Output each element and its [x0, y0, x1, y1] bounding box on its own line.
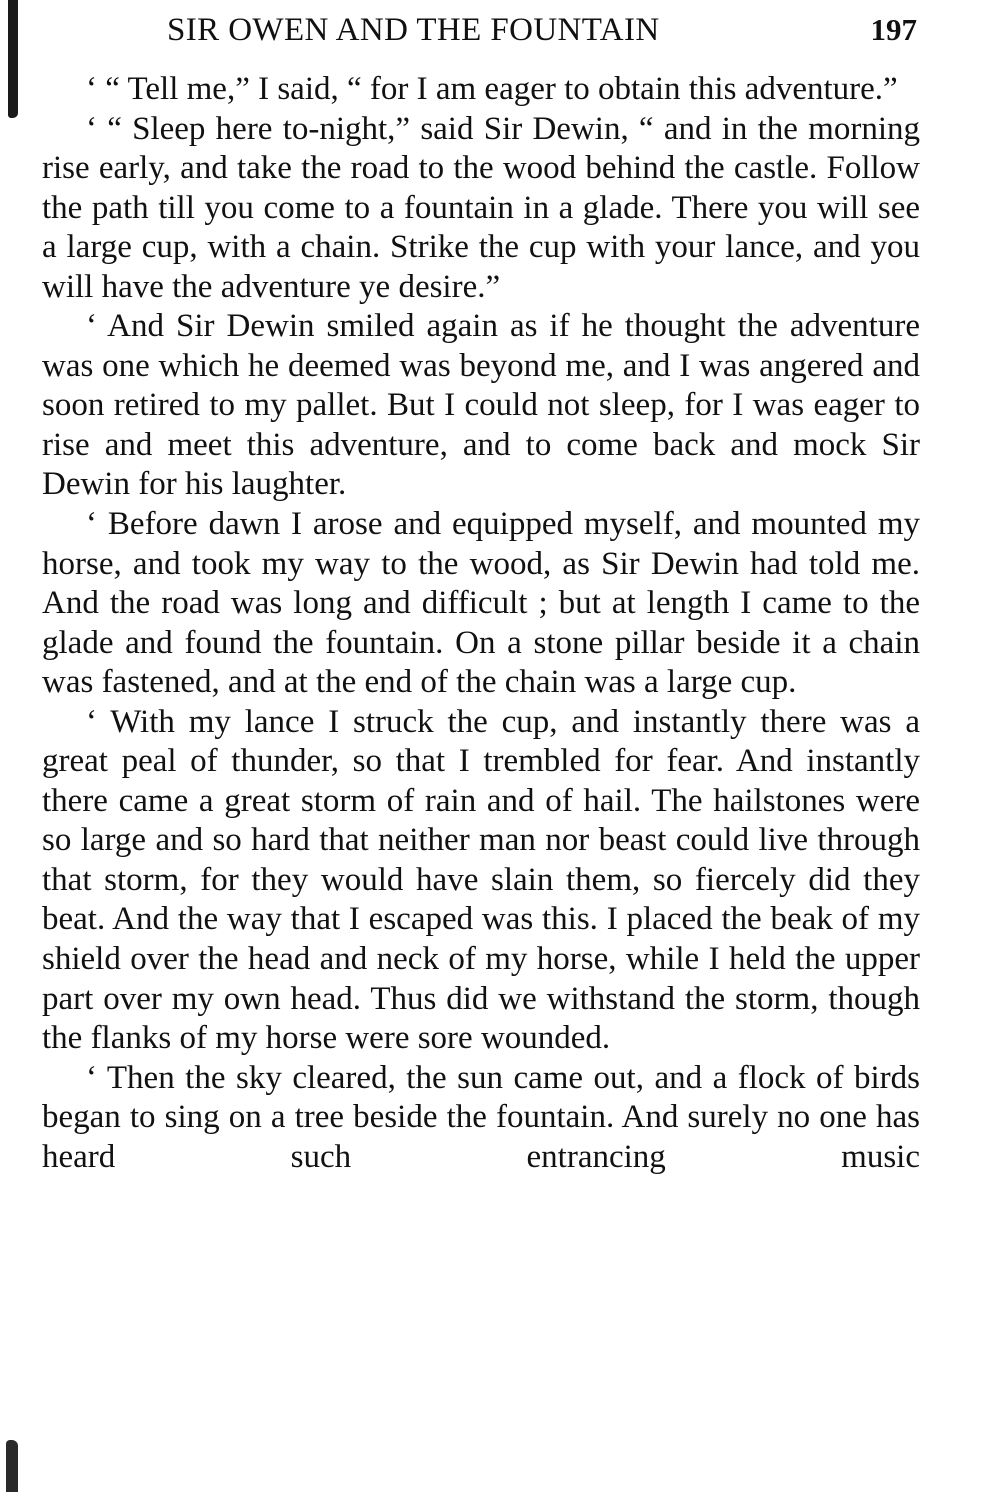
paragraph: ‘ Then the sky cleared, the sun came out, and a flock of birds began to sing on a tree beside the fountain. And surely no one has heard such entrancing music — [42, 1059, 920, 1175]
paragraph: ‘ Before dawn I arose and equipped myself, and mounted my horse, and took my way to the wood, as Sir Dewin had told me. And the road was long and difficult ; but at length I came to the glade and found the fountain. On a stone pillar beside it a chain was fastened, and at the end of the chain was a large cup. — [42, 506, 920, 701]
binding-shadow-bottom — [6, 1440, 18, 1492]
page-number: 197 — [870, 12, 917, 47]
body-text — [42, 70, 920, 1177]
running-head: SIR OWEN AND THE FOUNTAIN — [167, 12, 660, 48]
page-header — [167, 12, 917, 58]
binding-shadow-top — [8, 0, 18, 118]
paragraph: ‘ With my lance I struck the cup, and instantly there was a great peal of thunder, so that I trembled for fear. And instantly there came a great storm of rain and of hail. The hailstones were so large and so hard that neither man nor beast could live through that storm, for they would have slain them, so fiercely did they beat. And the way that I escaped was this. I placed the beak of my shield over the head and neck of my horse, while I held the upper part over my own head. Thus did we withstand the storm, though the flanks of my horse were sore wounded. — [42, 703, 920, 1057]
paragraph: ‘ And Sir Dewin smiled again as if he thought the adventure was one which he deemed was beyond me, and I was angered and soon retired to my pallet. But I could not sleep, for I was eager to rise and meet this adventure, and to come back and mock Sir Dewin for his laughter. — [42, 308, 920, 503]
paragraph: ‘ “ Tell me,” I said, “ for I am eager to obtain this adventure.” — [86, 71, 898, 107]
paragraph: ‘ “ Sleep here to-night,” said Sir Dewin, “ and in the morning rise early, and take the road to the wood behind the castle. Follow the path till you come to a fountain in a glade. There you will see a large cup, with a chain. Strike the cup with your lance, and you will have the adventure ye desire.” — [42, 110, 920, 305]
